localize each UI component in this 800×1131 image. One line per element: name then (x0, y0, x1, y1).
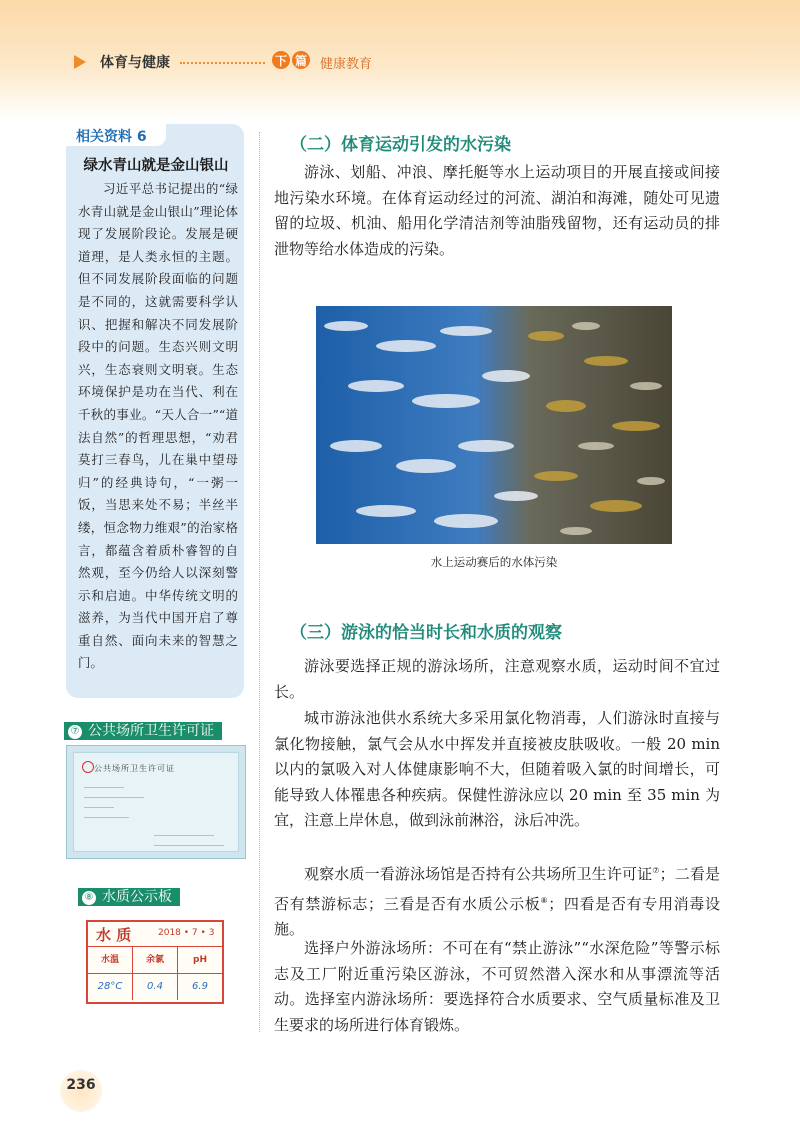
section-2-paragraph: 游泳、划船、冲浪、摩托艇等水上运动项目的开展直接或间接地污染水环境。在体育运动经过的河流、湖泊和海滩，随处可见遗留的垃圾、机油、船用化学清洁剂等油脂残留物，还有运动员的排泄物等给水体造成的污染。 (274, 163, 720, 258)
p3-text-a: 观察水质一看游泳场馆是否持有公共场所卫生许可证 (304, 865, 653, 883)
seal-icon (82, 761, 94, 773)
cert-line (84, 787, 124, 788)
figure-8-label (78, 888, 180, 906)
figure-7-label (64, 722, 222, 740)
related-info-title: 相关资料 6 (76, 129, 147, 145)
section-2-heading: （二）体育运动引发的水污染 (290, 135, 511, 155)
water-pollution-photo (316, 306, 672, 544)
book-title: 体育与健康 (100, 55, 170, 71)
cert-line (154, 835, 214, 836)
figure-8-text: 水质公示板 (102, 889, 172, 905)
hygiene-license-inner (73, 752, 239, 852)
board-header-chlorine: 余氯 (133, 947, 178, 973)
section-3-paragraph-4: 选择户外游泳场所：不可在有“禁止游泳”“水深危险”等警示标志及工厂附近重污染区游泳，不可贸然潜入深水和从事漂流等活动。选择室内游泳场所：要选择符合水质要求、空气质量标准及卫生要求的场所进行体育锻炼。 (274, 939, 720, 1034)
related-info-heading: 绿水青山就是金山银山 (83, 158, 229, 174)
hygiene-license-image (66, 745, 246, 859)
section-3-paragraph-3 (274, 858, 720, 943)
board-title: 水 质 (96, 926, 132, 944)
figure-8-number: ⑧ (82, 891, 96, 905)
part-badge (272, 51, 312, 71)
p3-text-c: ；四看是否有专用消毒设施。 (274, 894, 720, 938)
cert-line (154, 845, 224, 846)
page-number: 236 (60, 1070, 102, 1112)
cert-line (84, 797, 144, 798)
figure-7-number: ⑦ (68, 725, 82, 739)
board-value-chlorine: 0.4 (133, 974, 178, 1000)
p3-footnote-7: ⑦ (652, 866, 660, 875)
section-3-heading: （三）游泳的恰当时长和水质的观察 (290, 623, 562, 643)
hygiene-license-title: 公共场所卫生许可证 (94, 764, 175, 773)
board-header-temp: 水温 (88, 947, 133, 973)
cert-line (84, 807, 114, 808)
figure-7-text: 公共场所卫生许可证 (88, 723, 214, 739)
column-divider (259, 132, 260, 1032)
p3-footnote-8: ⑧ (540, 895, 549, 905)
board-value-ph: 6.9 (192, 981, 208, 992)
related-info-body: 习近平总书记提出的“绿水青山就是金山银山”理论体现了发展阶段论。发展是硬道理，是人类永恒的主题。但不同发展阶段面临的问题是不同的，这就需要科学认识、把握和解决不同发展阶段中的问题。生态兴则文明兴，生态衰则文明衰。生态环境保护是功在当代、利在千秋的事业。“天人合一”“道法自然”的哲理思想，“劝君莫打三春鸟，儿在巢中望母归”的经典诗句，“一粥一饭，当思来处不易；半丝半缕，恒念物力维艰”的治家格言，都蕴含着质朴睿智的自然观，至今仍给人以深刻警示和启迪。中华传统文明的滋养，为当代中国开启了尊重自然、面向未来的智慧之门。 (78, 181, 238, 671)
part-badge-char: 篇 (292, 51, 310, 69)
part-badge-char: 下 (272, 51, 290, 69)
board-value-temp: 28°C (88, 974, 133, 1000)
board-date: 2018 • 7 • 3 (158, 928, 215, 938)
p3-text-b: ；二看是否有禁游标志；三看是否有水质公示板 (274, 865, 720, 913)
cert-line (84, 817, 129, 818)
water-quality-board (86, 920, 224, 1004)
header-triangle-icon (74, 55, 86, 69)
section-name: 健康教育 (320, 57, 373, 72)
header-dotted-line (180, 62, 265, 64)
board-header-ph: pH (193, 955, 207, 965)
photo-caption: 水上运动赛后的水体污染 (430, 555, 558, 569)
section-3-paragraph-2: 城市游泳池供水系统大多采用氯化物消毒，人们游泳时直接与氯化物接触，氯气会从水中挥发并直接被皮肤吸收。一般 20 min 以内的氯吸入对人体健康影响不大，但随着吸入氯的时间增长，可能导致人体罹患各种疾病。保健性游泳应以 20 min 至 35 min 为宜，注意上岸休息，做到泳前淋浴，泳后冲洗。 (274, 709, 720, 829)
section-3-paragraph-1: 游泳要选择正规的游泳场所，注意观察水质，运动时间不宜过长。 (274, 657, 720, 701)
